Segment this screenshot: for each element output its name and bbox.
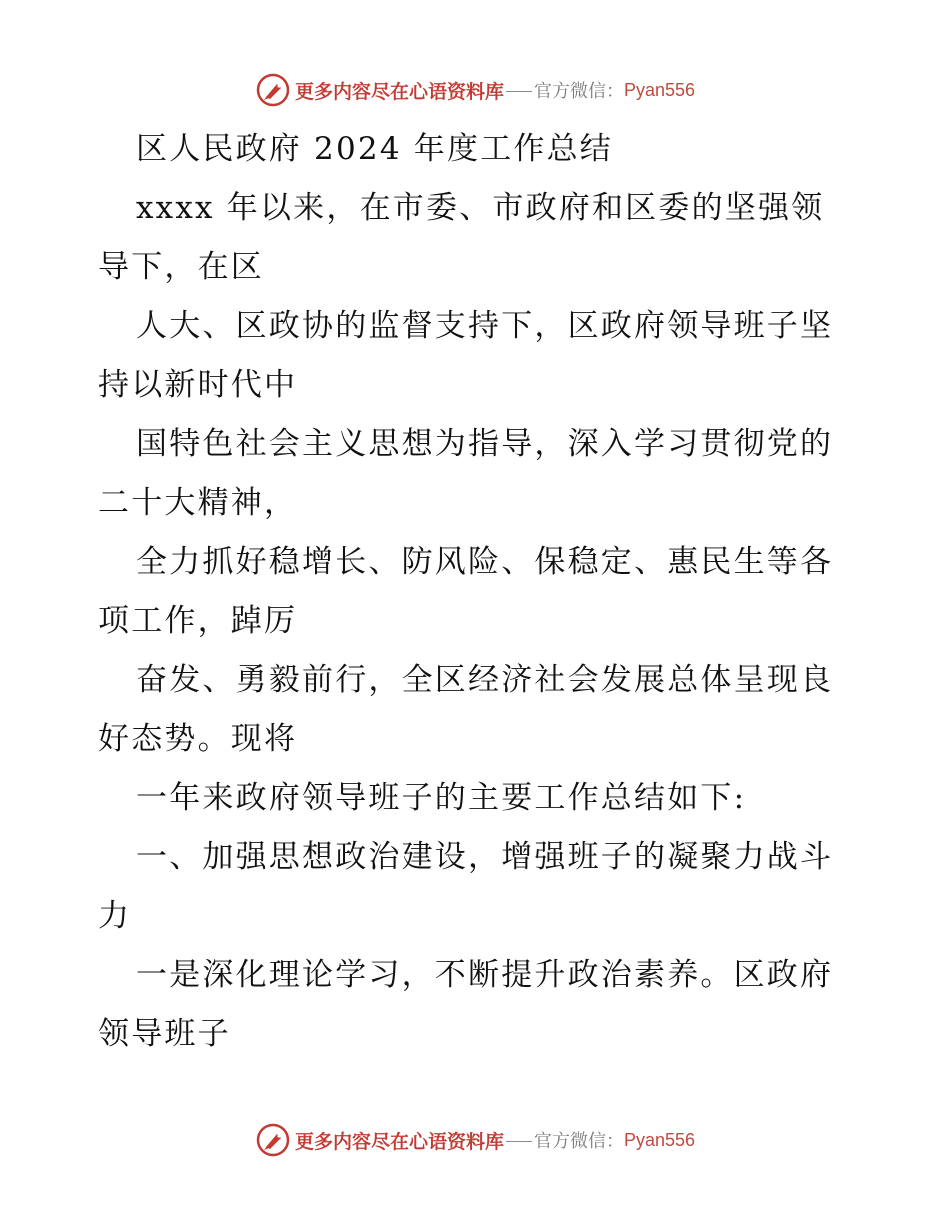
document-title: 区人民政府 2024 年度工作总结 (136, 131, 613, 167)
pen-nib-seal-icon (255, 1122, 291, 1158)
watermark-divider (506, 91, 532, 92)
header-watermark (0, 70, 950, 110)
watermark-wechat-id: Pyan556 (623, 1129, 696, 1150)
paragraph-line: 好态势。现将 (98, 721, 298, 757)
section-heading-continuation: 力 (98, 898, 132, 934)
watermark-main-text: 更多内容尽在心语资料库 (294, 80, 504, 103)
paragraph-line: 人大、区政协的监督支持下，区政府领导班子坚 (136, 308, 834, 344)
paragraph-line: 国特色社会主义思想为指导，深入学习贯彻党的 (136, 426, 834, 462)
paragraph-line: 一年来政府领导班子的主要工作总结如下: (136, 780, 747, 816)
paragraph-line: 导下，在区 (98, 249, 264, 285)
paragraph-line: 领导班子 (98, 1016, 231, 1052)
paragraph-line: 项工作，踔厉 (98, 603, 298, 639)
paragraph-line: 二十大精神， (98, 485, 298, 521)
watermark-wechat-id: Pyan556 (623, 79, 696, 100)
document-body (98, 120, 858, 1064)
paragraph-line: 持以新时代中 (98, 367, 298, 403)
watermark-label: 官方微信： (533, 81, 624, 102)
paragraph-line: 全力抓好稳增长、防风险、保稳定、惠民生等各 (136, 544, 834, 580)
watermark-main-text: 更多内容尽在心语资料库 (294, 1130, 504, 1153)
watermark-label: 官方微信： (533, 1131, 624, 1152)
paragraph-line: 奋发、勇毅前行，全区经济社会发展总体呈现良 (136, 662, 834, 698)
watermark-divider (506, 1141, 532, 1142)
footer-watermark (0, 1120, 950, 1160)
pen-nib-seal-icon (255, 72, 291, 108)
section-heading: 一、加强思想政治建设，增强班子的凝聚力战斗 (136, 839, 834, 875)
paragraph-line: 一是深化理论学习，不断提升政治素养。区政府 (136, 957, 834, 993)
paragraph-line: xxxx 年以来，在市委、市政府和区委的坚强领 (136, 190, 825, 226)
